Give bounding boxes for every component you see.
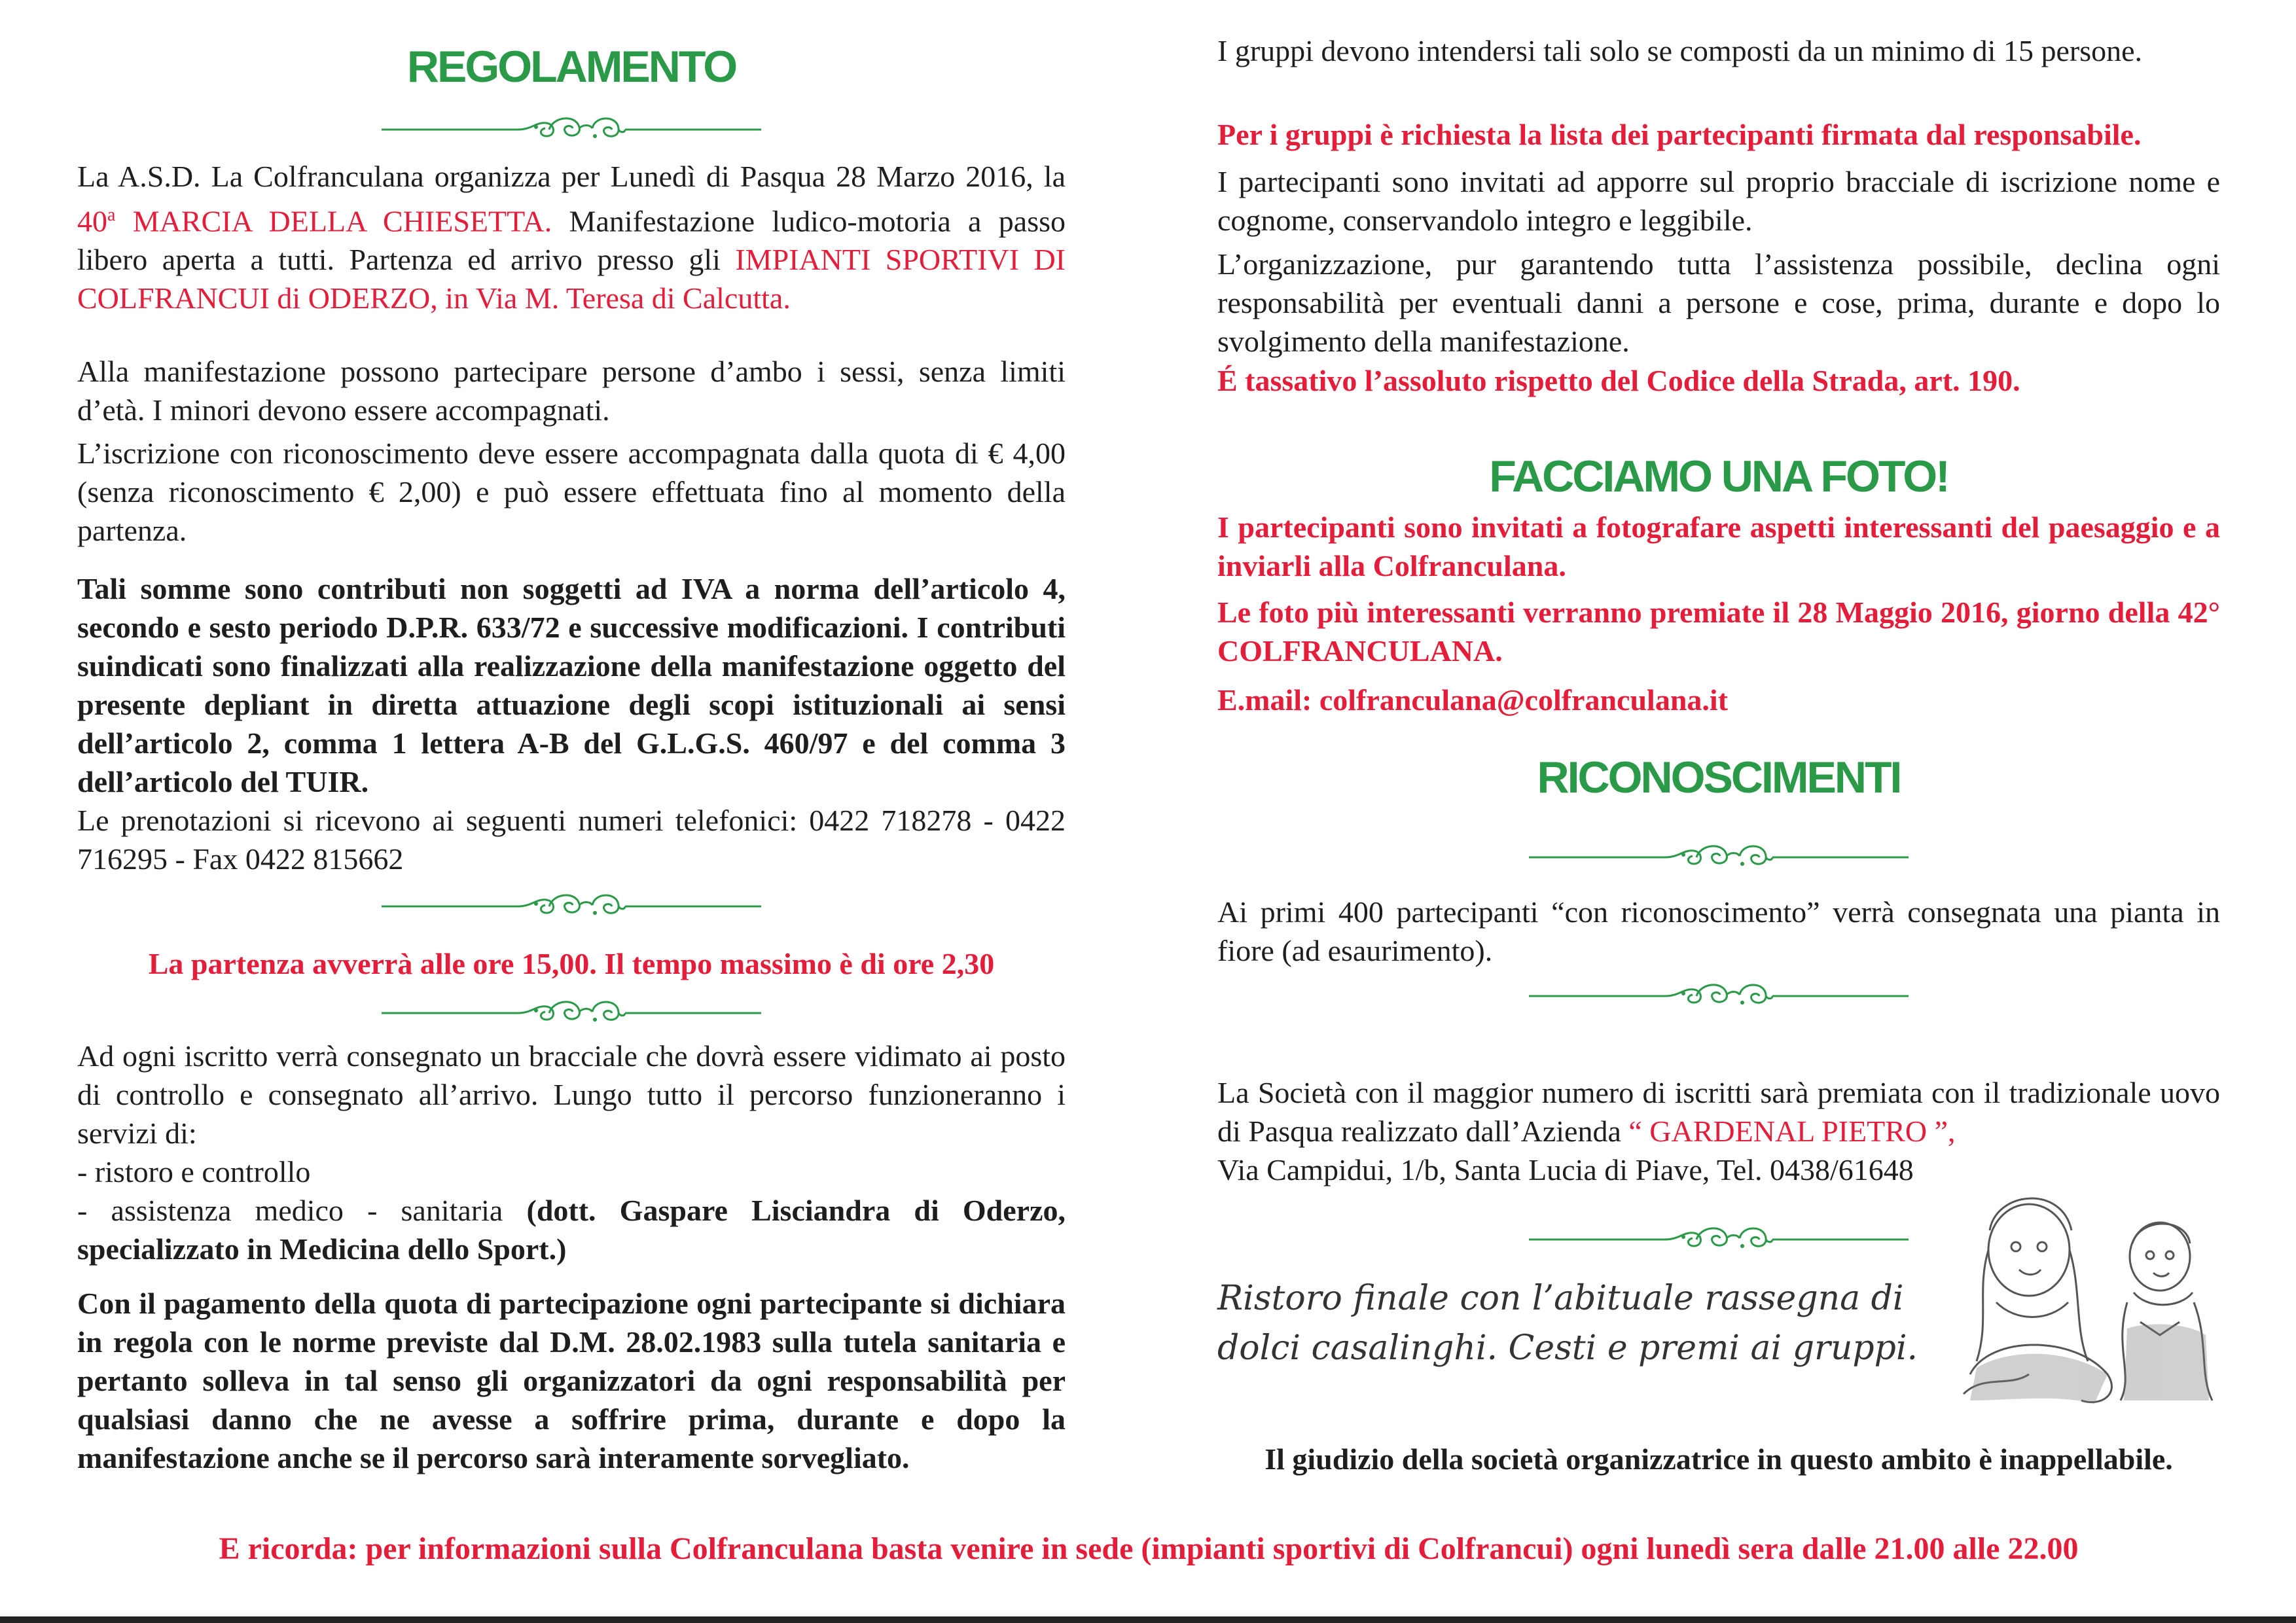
service-item: - ristoro e controllo (77, 1155, 311, 1188)
event-name: MARCIA DELLA CHIESETTA. (115, 204, 552, 238)
scroll-divider-ornament-icon (1529, 1220, 1909, 1257)
traffic-code-notice: É tassativo l’assoluto rispetto del Codice della Strada, art. 190. (1217, 364, 2020, 397)
service-medical: - assistenza medico - sanitaria (77, 1194, 527, 1227)
event-venue: IMPIANTI SPORTIVI DI COLFRANCUI di ODERZO, in Via M. Teresa di Calcutta. (77, 243, 1066, 315)
bracelet-name-paragraph: I partecipanti sono invitati ad apporre sul proprio bracciale di iscrizione nome e cognome, conservandolo integro e leggibile. (1217, 165, 2220, 237)
bracelet-paragraph: Ad ogni iscritto verrà consegnato un bracciale che dovrà essere vidimato ai posto di controllo e consegnato all’arrivo. Lungo tutto il percorso funzioneranno i servizi di: (77, 1039, 1066, 1150)
tax-paragraph: Tali somme sono contributi non soggetti ad IVA a norma dell’articolo 4, secondo e sesto periodo D.P.R. 633/72 e successive modificazioni. I contributi suindicati sono finalizzati alla realizzazione della manifestazione oggetto del presente depliant in diretta attuazione degli scopi istituzionali ai sensi dell’articolo 2, comma 1 lettera A-B del G.L.G.S. 460/97 e del comma 3 dell’articolo del TUIR. (77, 572, 1066, 798)
foto-invite-paragraph: I partecipanti sono invitati a fotografare aspetti interessanti del paesaggio e a inviarli alla Colfranculana. (1217, 510, 2220, 582)
start-time-notice: La partenza avverrà alle ore 15,00. Il tempo massimo è di ore 2,30 (148, 947, 995, 980)
easter-egg-paragraph (1217, 1073, 2220, 1189)
participants-paragraph: Alla manifestazione possono partecipare persone d’ambo i sessi, senza limiti d’età. I minori devono essere accompagnati. (77, 355, 1066, 427)
script-line: dolci casalinghi. Cesti e premi ai gruppi. (1217, 1329, 1918, 1368)
company-name: “ GARDENAL PIETRO ”, (1628, 1115, 1956, 1148)
organization-liability-paragraph: L’organizzazione, pur garantendo tutta l’assistenza possibile, declina ogni responsabilità per eventuali danni a persone e cose, prima, durante e dopo lo svolgimento della manifestazione. (1217, 247, 2220, 358)
scroll-divider-ornament-icon (1529, 976, 1909, 1013)
scan-edge (0, 1616, 2296, 1623)
refreshment-script (1217, 1274, 1937, 1373)
intro-paragraph (77, 157, 1066, 317)
company-address: Via Campidui, 1/b, Santa Lucia di Piave, Tel. 0438/61648 (1217, 1153, 1914, 1186)
foto-email: E.mail: colfranculana@colfranculana.it (1217, 683, 1729, 717)
regolamento-title: REGOLAMENTO (406, 42, 736, 92)
plant-award-paragraph: Ai primi 400 partecipanti “con riconoscimento” verrà consegnata una pianta in fiore (ad esaurimento). (1217, 895, 2220, 967)
scroll-divider-ornament-icon (382, 887, 761, 923)
footer-info: E ricorda: per informazioni sulla Colfranculana basta venire in sede (impianti sportivi di Colfrancui) ogni lunedì sera dalle 21.00 alle 22.00 (219, 1531, 2079, 1566)
fee-paragraph: L’iscrizione con riconoscimento deve essere accompagnata dalla quota di € 4,00 (senza riconoscimento € 2,00) e può essere effettuata fino al momento della partenza. (77, 437, 1066, 547)
easter-egg-text: La Società con il maggior numero di iscritti sarà premiata con il tradizionale uovo di Pasqua realizzato dall’Azienda (1217, 1076, 2220, 1148)
riconoscimenti-title: RICONOSCIMENTI (1537, 753, 1901, 802)
scroll-divider-ornament-icon (1529, 838, 1909, 874)
bookings-paragraph: Le prenotazioni si ricevono ai seguenti numeri telefonici: 0422 718278 - 0422 716295 - Fax 0422 815662 (77, 804, 1066, 876)
groups-paragraph: I gruppi devono intendersi tali solo se composti da un minimo di 15 persone. (1217, 34, 2143, 67)
foto-title: FACCIAMO UNA FOTO! (1489, 452, 1948, 501)
scroll-divider-ornament-icon (382, 110, 761, 147)
final-judgement: Il giudizio della società organizzatrice in questo ambito è inappellabile. (1265, 1442, 2173, 1476)
scroll-divider-ornament-icon (382, 993, 761, 1030)
groups-list-notice: Per i gruppi è richiesta la lista dei partecipanti firmata dal responsabile. (1217, 118, 2142, 151)
intro-text-a: La A.S.D. La Colfranculana organizza per Lunedì di Pasqua 28 Marzo 2016, la (77, 160, 1066, 193)
liability-paragraph: Con il pagamento della quota di partecipazione ogni partecipante si dichiara in regola con le norme previste dal D.M. 28.02.1983 sulla tutela sanitaria e pertanto solleva in tal senso gli organizzatori da ogni responsabilità per qualsiasi danno che ne avesse a soffrire prima, durante e dopo la manifestazione anche se il percorso sarà interamente sorvegliato. (77, 1287, 1066, 1474)
script-line: Ristoro finale con l’abituale rassegna di (1217, 1279, 1904, 1318)
intro-text-b: Manifestazione ludico-motoria a passo libero aperta a tutti. Partenza ed arrivo presso gli (77, 204, 1066, 277)
event-ordinal-sup: a (107, 205, 116, 225)
service-item (77, 1191, 1066, 1268)
event-ordinal: 40 (77, 204, 107, 238)
children-sketch-illustration-icon (1950, 1178, 2220, 1414)
service-medical-doctor: (dott. Gaspare Lisciandra di Oderzo, specializzato in Medicina dello Sport.) (77, 1194, 1066, 1266)
foto-prize-paragraph: Le foto più interessanti verranno premiate il 28 Maggio 2016, giorno della 42° COLFRANCULANA. (1217, 596, 2220, 668)
